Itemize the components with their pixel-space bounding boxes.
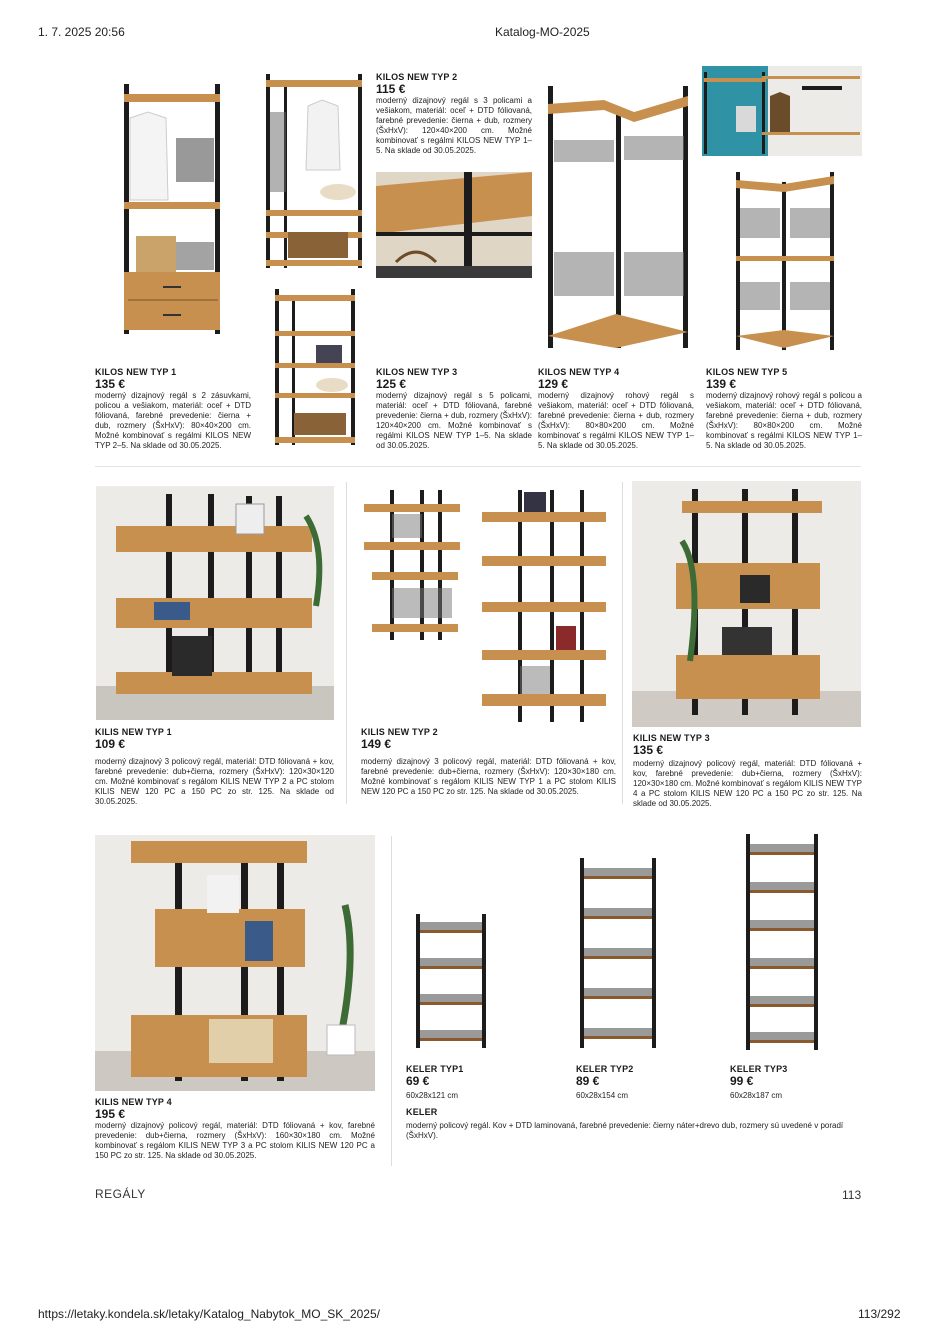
page-number: 113 <box>842 1188 862 1202</box>
document-title: Katalog-MO-2025 <box>495 25 590 39</box>
kilos-typ1-image <box>118 82 226 336</box>
product-description: moderný dizajnový rohový regál s policou a vešiakom, materiál: oceľ + DTD fóliovaná, farebné prevedenie: čierna + dub, rozmery (ŠxHxV): 80×80×200 cm. Možné kombinovať s regálmi KILOS NEW TYP 1–5. Na sklade od 30.05.2025. <box>706 391 862 450</box>
keler-typ3-image <box>744 832 820 1052</box>
product-description: moderný dizajnový regál s 3 policami a vešiakom, materiál: oceľ + DTD fóliovaná, farebné prevedenie: čierna + dub, rozmery (ŠxHxV): 120×40×200 cm. Možné kombinovať s regálmi KILOS NEW TYP 1–5. Na sklade od 30.05.2025. <box>376 96 532 155</box>
product-price: 125 € <box>376 377 407 391</box>
kilos-typ4-info <box>538 367 694 451</box>
product-price: 109 € <box>95 737 126 751</box>
kilis-typ2-info <box>361 727 616 797</box>
kilis-typ1-info <box>95 727 334 807</box>
section-divider <box>95 466 861 467</box>
kilos-detail-photo <box>376 172 532 278</box>
kilos-typ5-image <box>734 170 836 352</box>
product-description: moderný dizajnový policový regál, materiál: DTD fóliovaná + kov, farebné prevedenie: dub+čierna, rozmery (ŠxHxV): 160×30×180 cm. Možné kombinovať s regálom KILIS NEW TYP 3 a PC stolom KILIS NEW 120 PC a 150 PC zo str. 125. Na sklade od 30.05.2025. <box>95 1121 375 1160</box>
kilos-typ2-image <box>262 72 366 270</box>
product-name: KELER TYP1 <box>406 1064 464 1074</box>
product-name: KELER TYP2 <box>576 1064 634 1074</box>
kilis-typ3-photo <box>632 481 861 727</box>
product-price: 69 € <box>406 1074 430 1088</box>
keler-typ2-info <box>576 1064 716 1100</box>
keler-typ1-info <box>406 1064 556 1100</box>
kilis-typ4-info <box>95 1097 375 1161</box>
kilis-typ1-photo <box>96 486 334 720</box>
product-price: 135 € <box>95 377 126 391</box>
product-description: moderný dizajnový 3 policový regál, materiál: DTD fóliovaná + kov, farebné prevedenie: dub+čierna, rozmery (ŠxHxV): 120×30×120 cm. Možné kombinovať s regálom KILIS NEW TYP 2 a PC stolom KILIS NEW 120 PC a 150 PC zo str. 125. Na sklade od 30.05.2025. <box>95 757 334 806</box>
product-price: 99 € <box>730 1074 754 1088</box>
product-name: KILOS NEW TYP 2 <box>376 72 458 82</box>
keler-typ2-image <box>578 856 658 1050</box>
product-description: moderný dizajnový policový regál, materiál: DTD fóliovaná + kov, farebné prevedenie: dub+čierna, rozmery (ŠxHxV): 120×30×180 cm. Možné kombinovať s regálom KILIS NEW TYP 4 a PC stolom KILIS NEW 120 PC a 150 PC zo str. 125. Na sklade od 30.05.2025. <box>633 759 862 808</box>
product-name: KILIS NEW TYP 2 <box>361 727 438 737</box>
keler-typ1-image <box>414 912 488 1050</box>
product-description: moderný dizajnový rohový regál s vešiakom, materiál: oceľ + DTD fóliovaná, farebné prevedenie: čierna + dub, rozmery (ŠxHxV): 80×80×200 cm. Možné kombinovať s regálmi KILOS NEW TYP 1–5. Na sklade od 30.05.2025. <box>538 391 694 450</box>
series-description: moderný policový regál. Kov + DTD laminovaná, farebné prevedenie: čierny náter+drevo dub, rozmery sú uvedené v poradí (ŠxHxV). <box>406 1121 844 1140</box>
series-name: KELER <box>406 1107 438 1117</box>
print-datetime: 1. 7. 2025 20:56 <box>38 25 125 39</box>
product-dimensions: 60x28x154 cm <box>576 1091 629 1100</box>
room-photo <box>702 66 862 156</box>
product-dimensions: 60x28x187 cm <box>730 1091 783 1100</box>
keler-series-info <box>406 1107 862 1141</box>
product-name: KILOS NEW TYP 5 <box>706 367 788 377</box>
kilos-typ4-image <box>544 82 692 350</box>
kilos-typ3-image <box>272 287 358 447</box>
product-dimensions: 60x28x121 cm <box>406 1091 459 1100</box>
product-price: 115 € <box>376 82 406 96</box>
section-label: REGÁLY <box>95 1187 146 1201</box>
product-name: KILOS NEW TYP 1 <box>95 367 177 377</box>
kilis-typ3-info <box>633 733 862 809</box>
product-description: moderný dizajnový regál s 5 policami, materiál: oceľ + DTD fóliovaná, farebné prevedenie: čierna + dub, rozmery (ŠxHxV): 120×40×200 cm. Možné kombinovať s regálmi KILOS NEW TYP 1–5. Na sklade od 30.05.2025. <box>376 391 532 450</box>
product-price: 89 € <box>576 1074 600 1088</box>
source-url: https://letaky.kondela.sk/letaky/Katalog_Nabytok_MO_SK_2025/ <box>38 1307 380 1321</box>
kilos-typ5-info <box>706 367 862 451</box>
kilos-typ2-info <box>376 72 532 156</box>
kilis-typ4-photo <box>95 835 375 1091</box>
product-name: KILOS NEW TYP 4 <box>538 367 620 377</box>
product-price: 129 € <box>538 377 569 391</box>
product-name: KELER TYP3 <box>730 1064 788 1074</box>
column-divider <box>346 482 347 804</box>
product-price: 139 € <box>706 377 737 391</box>
product-name: KILIS NEW TYP 3 <box>633 733 710 743</box>
product-description: moderný dizajnový regál s 2 zásuvkami, policou a vešiakom, materiál: oceľ + DTD fóliovaná, farebné prevedenie: čierna + dub, rozmery (ŠxHxV): 80×40×200 cm. Možné kombinovať s regálmi KILOS NEW TYP 2–5. Na sklade od 30.05.2025. <box>95 391 251 450</box>
product-name: KILIS NEW TYP 4 <box>95 1097 172 1107</box>
print-page-count: 113/292 <box>858 1307 901 1321</box>
kilos-typ3-info <box>376 367 532 451</box>
column-divider <box>622 482 623 804</box>
product-price: 149 € <box>361 737 392 751</box>
kilos-typ1-info <box>95 367 251 451</box>
column-divider <box>391 836 392 1166</box>
kilis-typ1-product <box>362 490 462 640</box>
kilis-typ2-product <box>480 490 608 722</box>
keler-typ3-info <box>730 1064 862 1100</box>
product-price: 135 € <box>633 743 664 757</box>
product-price: 195 € <box>95 1107 126 1121</box>
product-name: KILIS NEW TYP 1 <box>95 727 172 737</box>
product-description: moderný dizajnový 3 policový regál, materiál: DTD fóliovaná + kov, farebné prevedenie: dub+čierna, rozmery (ŠxHxV): 120×30×180 cm. Možné kombinovať s regálom KILIS NEW TYP 1 a PC stolom KILIS NEW 120 PC a 150 PC zo str. 125. Na sklade od 30.05.2025. <box>361 757 616 796</box>
product-name: KILOS NEW TYP 3 <box>376 367 458 377</box>
